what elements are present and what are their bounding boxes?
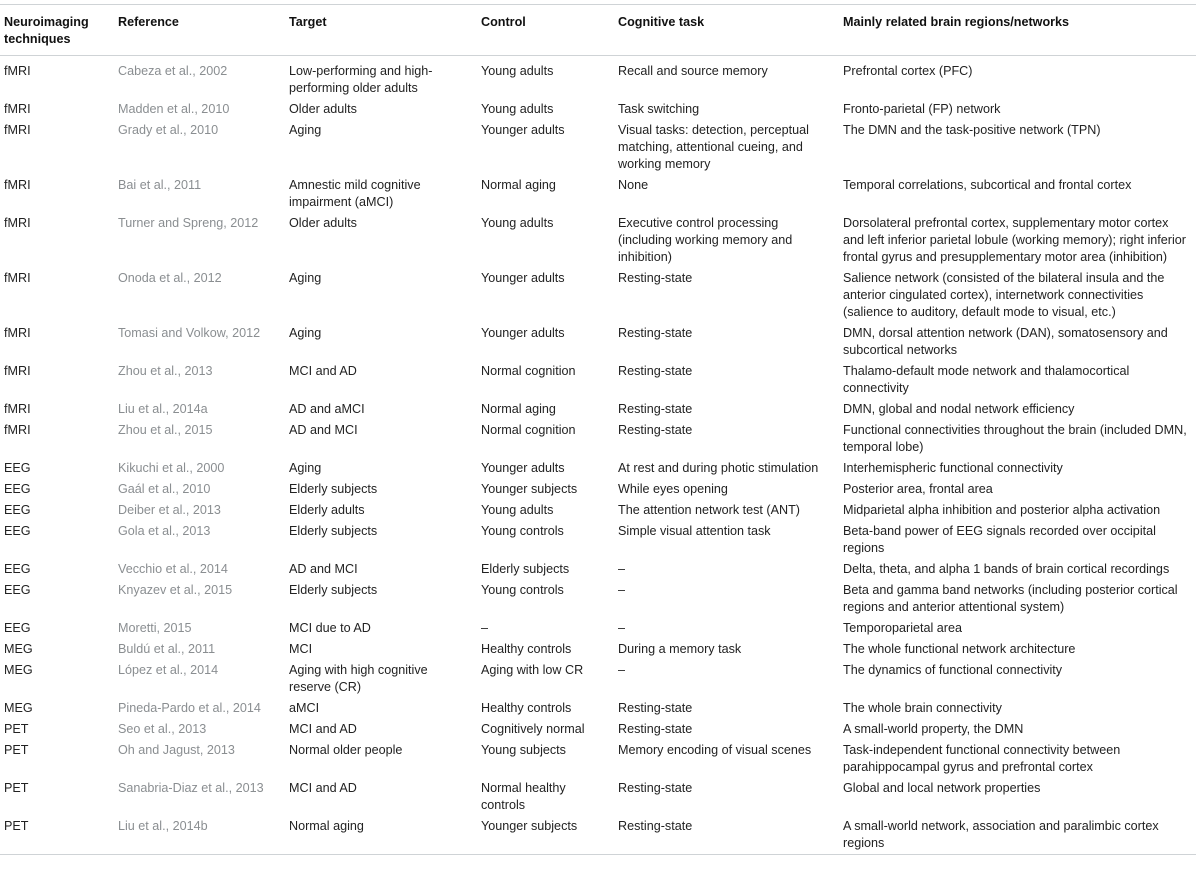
table-row	[0, 740, 1196, 778]
technique-cell: PET	[4, 743, 29, 757]
technique-cell: EEG	[4, 524, 31, 538]
reference-cell: Turner and Spreng, 2012	[118, 216, 259, 230]
reference-cell: Pineda-Pardo et al., 2014	[118, 701, 261, 715]
technique-cell: PET	[4, 722, 29, 736]
cognitive-task-cell: Recall and source memory	[618, 64, 768, 78]
table-row	[0, 580, 1196, 618]
brain-regions-cell: Beta-band power of EEG signals recorded over occipital regions	[843, 524, 1156, 555]
target-cell: Elderly subjects	[289, 482, 378, 496]
control-cell: Young adults	[481, 503, 554, 517]
table-row	[0, 268, 1196, 323]
cognitive-task-cell: Visual tasks: detection, perceptual matching, attentional cueing, and working memory	[618, 123, 809, 171]
target-cell: Aging with high cognitive reserve (CR)	[289, 663, 428, 694]
table-row	[0, 618, 1196, 639]
control-cell: Normal cognition	[481, 423, 576, 437]
table-row	[0, 99, 1196, 120]
cognitive-task-cell: Resting-state	[618, 722, 693, 736]
cognitive-task-cell: Resting-state	[618, 402, 693, 416]
brain-regions-cell: The whole functional network architecture	[843, 642, 1076, 656]
brain-regions-cell: The dynamics of functional connectivity	[843, 663, 1063, 677]
brain-regions-cell: A small-world network, association and paralimbic cortex regions	[843, 819, 1159, 850]
technique-cell: MEG	[4, 642, 33, 656]
cognitive-task-cell: –	[618, 663, 626, 677]
brain-regions-cell: DMN, dorsal attention network (DAN), somatosensory and subcortical networks	[843, 326, 1168, 357]
cognitive-task-cell: Resting-state	[618, 364, 693, 378]
technique-cell: PET	[4, 781, 29, 795]
cognitive-task-cell: Task switching	[618, 102, 700, 116]
reference-cell: Tomasi and Volkow, 2012	[118, 326, 261, 340]
control-cell: Young controls	[481, 524, 564, 538]
control-cell: Younger adults	[481, 461, 565, 475]
reference-cell: Vecchio et al., 2014	[118, 562, 228, 576]
table-row	[0, 660, 1196, 698]
header-target: Target	[289, 15, 327, 29]
reference-cell: López et al., 2014	[118, 663, 219, 677]
target-cell: aMCI	[289, 701, 320, 715]
cognitive-task-cell: The attention network test (ANT)	[618, 503, 800, 517]
target-cell: Aging	[289, 326, 322, 340]
cognitive-task-cell: Memory encoding of visual scenes	[618, 743, 812, 757]
brain-regions-cell: Fronto-parietal (FP) network	[843, 102, 1001, 116]
target-cell: Amnestic mild cognitive impairment (aMCI)	[289, 178, 421, 209]
control-cell: –	[481, 621, 489, 635]
reference-cell: Deiber et al., 2013	[118, 503, 221, 517]
control-cell: Younger subjects	[481, 482, 578, 496]
target-cell: Low-performing and high-performing older adults	[289, 64, 433, 95]
cognitive-task-cell: Resting-state	[618, 271, 693, 285]
control-cell: Cognitively normal	[481, 722, 585, 736]
brain-regions-cell: Global and local network properties	[843, 781, 1041, 795]
control-cell: Normal cognition	[481, 364, 576, 378]
reference-cell: Kikuchi et al., 2000	[118, 461, 225, 475]
control-cell: Young adults	[481, 64, 554, 78]
brain-regions-cell: Task-independent functional connectivity between parahippocampal gyrus and prefrontal cortex	[843, 743, 1121, 774]
technique-cell: fMRI	[4, 402, 31, 416]
brain-regions-cell: Dorsolateral prefrontal cortex, supplementary motor cortex and left inferior parietal lobule (working memory); right inferior frontal gyrus and presupplementary motor area (inhibition)	[843, 216, 1186, 264]
brain-regions-cell: The DMN and the task-positive network (TPN)	[843, 123, 1101, 137]
table-row	[0, 399, 1196, 420]
cognitive-task-cell: Executive control processing (including working memory and inhibition)	[618, 216, 793, 264]
table-row	[0, 559, 1196, 580]
brain-regions-cell: Interhemispheric functional connectivity	[843, 461, 1063, 475]
reference-cell: Gaál et al., 2010	[118, 482, 211, 496]
target-cell: Aging	[289, 123, 322, 137]
table-row	[0, 698, 1196, 719]
target-cell: Older adults	[289, 102, 357, 116]
brain-regions-cell: Salience network (consisted of the bilateral insula and the anterior cingulated cortex), internetwork connectivities (salience to auditory, default mode to visual, etc.)	[843, 271, 1165, 319]
brain-regions-cell: Beta and gamma band networks (including posterior cortical regions and anterior attentional system)	[843, 583, 1178, 614]
brain-regions-cell: Temporal correlations, subcortical and frontal cortex	[843, 178, 1132, 192]
technique-cell: fMRI	[4, 216, 31, 230]
reference-cell: Zhou et al., 2015	[118, 423, 213, 437]
cognitive-task-cell: Simple visual attention task	[618, 524, 771, 538]
control-cell: Aging with low CR	[481, 663, 584, 677]
target-cell: AD and MCI	[289, 423, 358, 437]
reference-cell: Liu et al., 2014b	[118, 819, 208, 833]
control-cell: Young adults	[481, 102, 554, 116]
target-cell: MCI	[289, 642, 313, 656]
cognitive-task-cell: None	[618, 178, 649, 192]
table-row	[0, 175, 1196, 213]
cognitive-task-cell: During a memory task	[618, 642, 742, 656]
control-cell: Young controls	[481, 583, 564, 597]
technique-cell: MEG	[4, 663, 33, 677]
table-body	[0, 56, 1196, 855]
cognitive-task-cell: At rest and during photic stimulation	[618, 461, 819, 475]
control-cell: Normal aging	[481, 402, 556, 416]
header-technique: Neuroimaging techniques	[4, 15, 89, 46]
technique-cell: EEG	[4, 503, 31, 517]
reference-cell: Onoda et al., 2012	[118, 271, 222, 285]
technique-cell: EEG	[4, 583, 31, 597]
target-cell: Older adults	[289, 216, 357, 230]
brain-regions-cell: A small-world property, the DMN	[843, 722, 1024, 736]
control-cell: Young subjects	[481, 743, 566, 757]
control-cell: Normal healthy controls	[481, 781, 566, 812]
technique-cell: fMRI	[4, 123, 31, 137]
target-cell: Elderly subjects	[289, 524, 378, 538]
technique-cell: fMRI	[4, 64, 31, 78]
reference-cell: Moretti, 2015	[118, 621, 192, 635]
brain-regions-cell: The whole brain connectivity	[843, 701, 1002, 715]
target-cell: Elderly subjects	[289, 583, 378, 597]
header-reference: Reference	[118, 15, 179, 29]
reference-cell: Cabeza et al., 2002	[118, 64, 228, 78]
cognitive-task-cell: Resting-state	[618, 423, 693, 437]
target-cell: MCI and AD	[289, 781, 357, 795]
table-row	[0, 120, 1196, 175]
table-container	[0, 4, 1196, 855]
technique-cell: fMRI	[4, 178, 31, 192]
target-cell: MCI and AD	[289, 722, 357, 736]
control-cell: Young adults	[481, 216, 554, 230]
technique-cell: MEG	[4, 701, 33, 715]
technique-cell: EEG	[4, 482, 31, 496]
cognitive-task-cell: –	[618, 583, 626, 597]
target-cell: Aging	[289, 461, 322, 475]
reference-cell: Seo et al., 2013	[118, 722, 207, 736]
target-cell: AD and aMCI	[289, 402, 365, 416]
brain-regions-cell: Temporoparietal area	[843, 621, 963, 635]
table-header	[0, 5, 1196, 56]
header-control: Control	[481, 15, 526, 29]
target-cell: Normal aging	[289, 819, 364, 833]
target-cell: Normal older people	[289, 743, 403, 757]
brain-regions-cell: Delta, theta, and alpha 1 bands of brain cortical recordings	[843, 562, 1170, 576]
technique-cell: EEG	[4, 461, 31, 475]
cognitive-task-cell: Resting-state	[618, 326, 693, 340]
header-brain-regions: Mainly related brain regions/networks	[843, 15, 1070, 29]
table-row	[0, 719, 1196, 740]
table-row	[0, 521, 1196, 559]
control-cell: Younger adults	[481, 271, 565, 285]
reference-cell: Knyazev et al., 2015	[118, 583, 233, 597]
target-cell: AD and MCI	[289, 562, 358, 576]
technique-cell: fMRI	[4, 364, 31, 378]
reference-cell: Madden et al., 2010	[118, 102, 230, 116]
brain-regions-cell: Functional connectivities throughout the brain (included DMN, temporal lobe)	[843, 423, 1187, 454]
cognitive-task-cell: Resting-state	[618, 781, 693, 795]
header-cognitive-task: Cognitive task	[618, 15, 705, 29]
cognitive-task-cell: While eyes opening	[618, 482, 728, 496]
brain-regions-cell: Prefrontal cortex (PFC)	[843, 64, 973, 78]
reference-cell: Buldú et al., 2011	[118, 642, 216, 656]
technique-cell: EEG	[4, 562, 31, 576]
target-cell: Aging	[289, 271, 322, 285]
technique-cell: EEG	[4, 621, 31, 635]
target-cell: MCI and AD	[289, 364, 357, 378]
technique-cell: fMRI	[4, 271, 31, 285]
brain-regions-cell: Posterior area, frontal area	[843, 482, 993, 496]
control-cell: Younger adults	[481, 326, 565, 340]
technique-cell: fMRI	[4, 326, 31, 340]
technique-cell: fMRI	[4, 423, 31, 437]
cognitive-task-cell: –	[618, 562, 626, 576]
reference-cell: Liu et al., 2014a	[118, 402, 208, 416]
cognitive-task-cell: Resting-state	[618, 701, 693, 715]
control-cell: Normal aging	[481, 178, 556, 192]
technique-cell: PET	[4, 819, 29, 833]
cognitive-task-cell: –	[618, 621, 626, 635]
brain-regions-cell: Thalamo-default mode network and thalamocortical connectivity	[843, 364, 1130, 395]
table-row	[0, 420, 1196, 458]
control-cell: Elderly subjects	[481, 562, 570, 576]
brain-regions-cell: DMN, global and nodal network efficiency	[843, 402, 1075, 416]
control-cell: Younger subjects	[481, 819, 578, 833]
reference-cell: Bai et al., 2011	[118, 178, 202, 192]
table-row	[0, 213, 1196, 268]
reference-cell: Oh and Jagust, 2013	[118, 743, 235, 757]
control-cell: Younger adults	[481, 123, 565, 137]
table-row	[0, 458, 1196, 479]
table-row	[0, 479, 1196, 500]
reference-cell: Sanabria-Diaz et al., 2013	[118, 781, 264, 795]
cognitive-task-cell: Resting-state	[618, 819, 693, 833]
table-row	[0, 639, 1196, 660]
header-row	[0, 5, 1196, 56]
table-row	[0, 323, 1196, 361]
reference-cell: Gola et al., 2013	[118, 524, 211, 538]
table-row	[0, 56, 1196, 100]
target-cell: Elderly adults	[289, 503, 365, 517]
reference-cell: Grady et al., 2010	[118, 123, 219, 137]
neuroimaging-table	[0, 4, 1196, 855]
control-cell: Healthy controls	[481, 642, 572, 656]
table-row	[0, 361, 1196, 399]
reference-cell: Zhou et al., 2013	[118, 364, 213, 378]
table-row	[0, 816, 1196, 855]
control-cell: Healthy controls	[481, 701, 572, 715]
target-cell: MCI due to AD	[289, 621, 371, 635]
table-row	[0, 500, 1196, 521]
technique-cell: fMRI	[4, 102, 31, 116]
table-row	[0, 778, 1196, 816]
brain-regions-cell: Midparietal alpha inhibition and posterior alpha activation	[843, 503, 1161, 517]
